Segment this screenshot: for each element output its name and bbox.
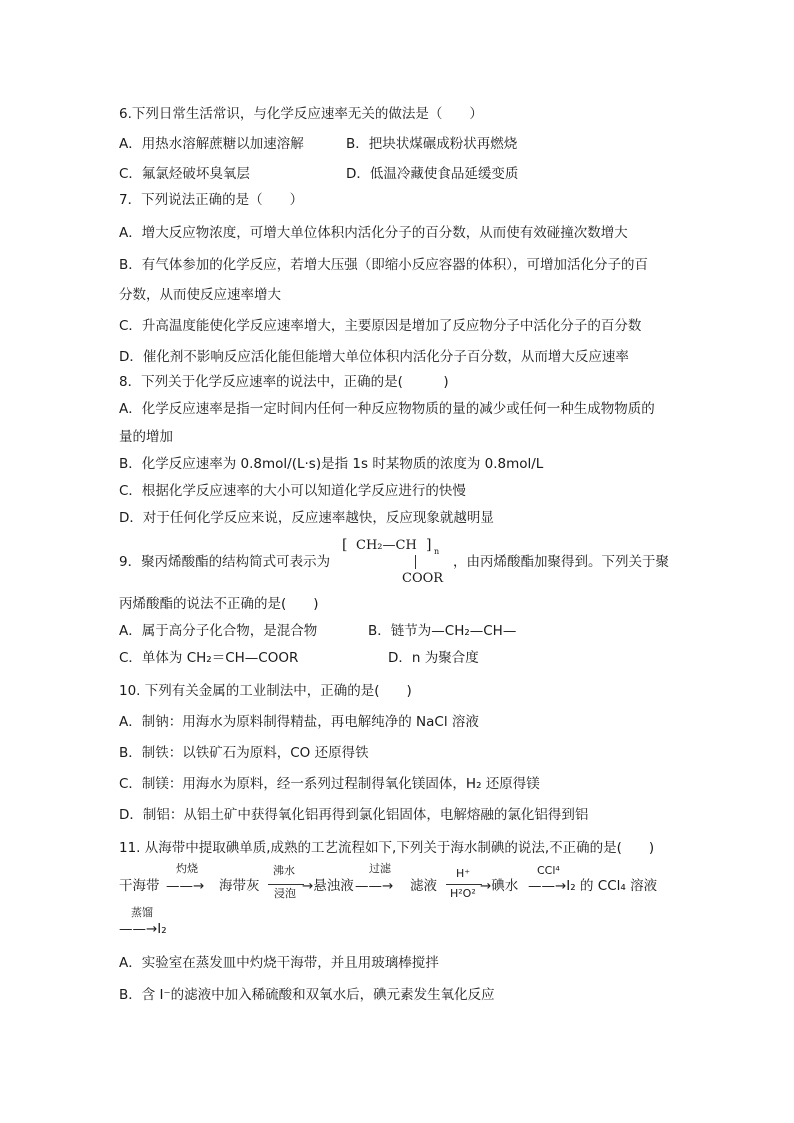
flow-arrow1: ——→ [166,878,205,894]
flow-step-suspension: →悬浊液 [302,878,354,894]
q7-option-b-line2: 分数，从而使反应速率增大 [119,287,281,303]
flow-arrow5-product: ——→I₂ 的 CCl₄ 溶液 [528,878,658,894]
q9-option-a: A．属于高分子化合物，是混合物 [119,623,318,639]
flow-arrow4-label-bottom: H²O² [450,887,476,900]
flow-arrow2-label-bottom: 浸泡 [274,887,296,900]
formula-backbone: CH₂—CH [356,538,417,553]
q7-option-b-line1: B．有气体参加的化学反应，若增大压强（即缩小反应容器的体积），可增加活化分子的百 [119,257,649,273]
q8-stem: 8．下列关于化学反应速率的说法中，正确的是( ) [119,374,449,390]
q10-stem: 10. 下列有关金属的工业制法中，正确的是( ) [119,683,412,699]
q9-structural-formula [340,533,452,589]
q6-option-b: B．把块状煤碾成粉状再燃烧 [346,136,518,152]
formula-bond-line [415,555,416,569]
q6-option-a: A．用热水溶解蔗糖以加速溶解 [119,136,304,152]
formula-bracket-right: ] [426,537,432,553]
q8-option-c: C．根据化学反应速率的大小可以知道化学反应进行的快慢 [119,483,466,499]
q10-option-b: B．制铁：以铁矿石为原料，CO 还原得铁 [119,745,369,761]
flow-arrow3-label: 过滤 [369,862,391,875]
q7-option-a: A．增大反应物浓度，可增大单位体积内活化分子的百分数，从而使有效碰撞次数增大 [119,225,628,241]
q10-option-d: D．制铝：从铝土矿中获得氧化铝再得到氯化铝固体，电解熔融的氯化铝得到铝 [119,807,589,823]
flow-arrow3: ——→ [355,878,394,894]
q11-option-b: B．含 I⁻的滤液中加入稀硫酸和双氧水后，碘元素发生氧化反应 [119,987,495,1003]
q9-stem-part1: 9．聚丙烯酸酯的结构简式可表示为 [119,554,331,570]
q6-stem: 6.下列日常生活常识，与化学反应速率无关的做法是（ ） [119,106,483,122]
flow-arrow1-label: 灼烧 [176,862,198,875]
q7-option-c: C．升高温度能使化学反应速率增大，主要原因是增加了反应物分子中活化分子的百分数 [119,318,642,334]
q8-option-b: B．化学反应速率为 0.8mol/(L·s)是指 1s 时某物质的浓度为 0.8mol/L [119,456,544,472]
q6-option-d: D．低温冷藏使食品延缓变质 [346,166,519,182]
q9-stem-part2: ，由丙烯酸酯加聚得到。下列关于聚 [453,554,669,570]
flow-arrow5-label: CCl⁴ [537,864,560,877]
q8-option-d: D．对于任何化学反应来说，反应速率越快，反应现象就越明显 [119,510,494,526]
flow-step-filtrate: 滤液 [410,878,437,894]
flow-arrow6-product: ——→I₂ [119,921,167,937]
q6-option-c: C．氟氯烃破坏臭氧层 [119,166,250,182]
flow-arrow4-line [446,884,482,885]
formula-n: n [434,547,440,556]
flow-arrow2-line [268,884,304,885]
q9-option-c: C．单体为 CH₂＝CH—COOR [119,650,299,666]
flow-arrow4-label-top: H⁺ [456,867,471,880]
q10-option-a: A．制钠：用海水为原料制得精盐，再电解纯净的 NaCl 溶液 [119,714,479,730]
q11-stem: 11. 从海带中提取碘单质,成熟的工艺流程如下,下列关于海水制碘的说法,不正确的是( ) [119,840,655,856]
flow-step-kelp-ash: 海带灰 [219,878,260,894]
flow-arrow6-label: 蒸馏 [131,906,153,919]
q9-option-d: D．n 为聚合度 [388,650,479,666]
formula-substituent: COOR [402,571,444,586]
q7-stem: 7．下列说法正确的是（ ） [119,192,304,208]
q10-option-c: C．制镁：用海水为原料，经一系列过程制得氧化镁固体，H₂ 还原得镁 [119,776,540,792]
q8-option-a-line2: 量的增加 [119,429,173,445]
q9-option-b: B．链节为—CH₂—CH— [368,623,517,639]
q11-option-a: A．实验室在蒸发皿中灼烧干海带，并且用玻璃棒搅拌 [119,955,439,971]
formula-bracket-left: [ [342,537,348,553]
flow-arrow2-label-top: 沸水 [273,864,295,877]
flow-step-dry-kelp: 干海带 [119,878,160,894]
q9-stem-part3: 丙烯酸酯的说法不正确的是( ) [119,596,319,612]
q8-option-a-line1: A．化学反应速率是指一定时间内任何一种反应物物质的量的减少或任何一种生成物物质的 [119,401,655,417]
q7-option-d: D．催化剂不影响反应活化能但能增大单位体积内活化分子百分数，从而增大反应速率 [119,349,629,365]
flow-step-iodine-water: →碘水 [480,878,519,894]
